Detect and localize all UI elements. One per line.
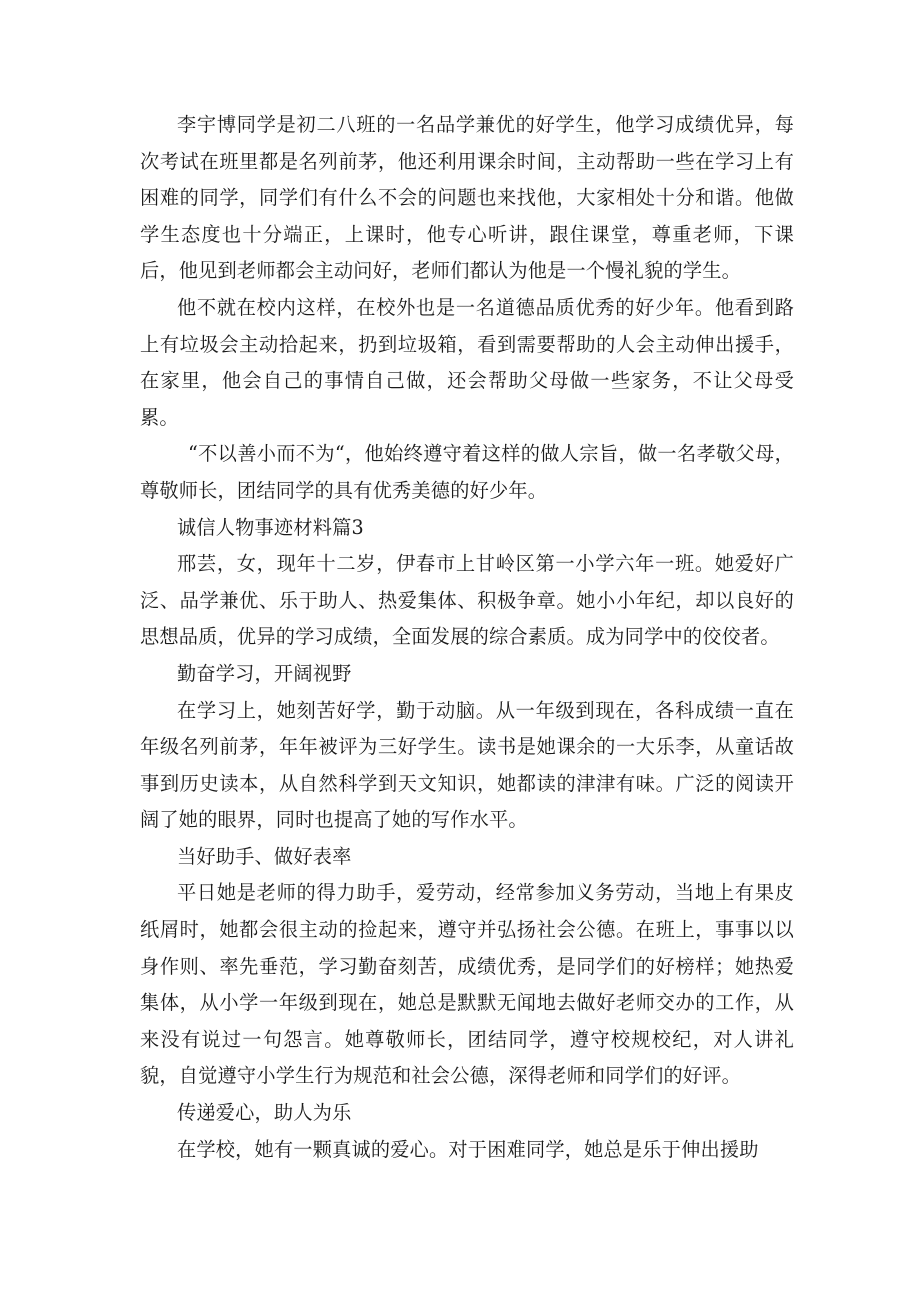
subheading-diligent-study: 勤奋学习，开阔视野: [177, 661, 352, 685]
paragraph-li-yubo-intro: 李宇博同学是初二八班的一名品学兼优的好学生，他学习成绩优异，每次考试在班里都是名列前茅，他还利用课余时间，主动帮助一些在学习上有困难的同学，同学们有什么不会的问题也来找他，大家相处十分和谐。他做学生态度也十分端正，上课时，他专心听讲，跟住课堂，尊重老师，下课后，他见到老师都会主动问好，老师们都认为他是一个慢礼貌的学生。: [140, 113, 794, 283]
paragraph-diligent-study: 在学习上，她刻苦好学，勤于动脑。从一年级到现在，各科成绩一直在年级名列前茅，年年被评为三好学生。读书是她课余的一大乐李，从童话故事到历史读本，从自然科学到天文知识，她都读的津津有味。广泛的阅读开阔了她的眼界，同时也提高了她的写作水平。: [140, 698, 794, 832]
paragraph-xing-yun-intro: 邢芸，女，现年十二岁，伊春市上甘岭区第一小学六年一班。她爱好广泛、品学兼优、乐于助人、热爱集体、积极争章。她小小年纪，却以良好的思想品质，优异的学习成绩，全面发展的综合素质。成为同学中的佼佼者。: [140, 552, 794, 649]
subheading-good-helper: 当好助手、做好表率: [177, 844, 352, 868]
document-body: [140, 107, 794, 1168]
section-heading-part-3: 诚信人物事迹材料篇3: [177, 515, 364, 539]
subheading-passing-love: 传递爱心，助人为乐: [177, 1101, 352, 1125]
paragraph-passing-love: 在学校，她有一颗真诚的爱心。对于困难同学，她总是乐于伸出援助: [177, 1137, 759, 1161]
paragraph-good-helper: 平日她是老师的得力助手，爱劳动，经常参加义务劳动，当地上有果皮纸屑时，她都会很主动的捡起来，遵守并弘扬社会公德。在班上，事事以以身作则、率先垂范，学习勤奋刻苦，成绩优秀，是同学们的好榜样；她热爱集体，从小学一年级到现在，她总是默默无闻地去做好老师交办的工作，从来没有说过一句怨言。她尊敬师长，团结同学，遵守校规校纪，对人讲礼貌，自觉遵守小学生行为规范和社会公德，深得老师和同学们的好评。: [140, 881, 794, 1088]
paragraph-li-yubo-motto: “不以善小而不为“，他始终遵守着这样的做人宗旨，做一名孝敬父母，尊敬师长，团结同学的具有优秀美德的好少年。: [140, 442, 794, 502]
paragraph-li-yubo-outside-school: 他不就在校内这样，在校外也是一名道德品质优秀的好少年。他看到路上有垃圾会主动拾起来，扔到垃圾箱，看到需要帮助的人会主动伸出援手，在家里，他会自己的事情自己做，还会帮助父母做一些家务，不让父母受累。: [140, 295, 794, 429]
